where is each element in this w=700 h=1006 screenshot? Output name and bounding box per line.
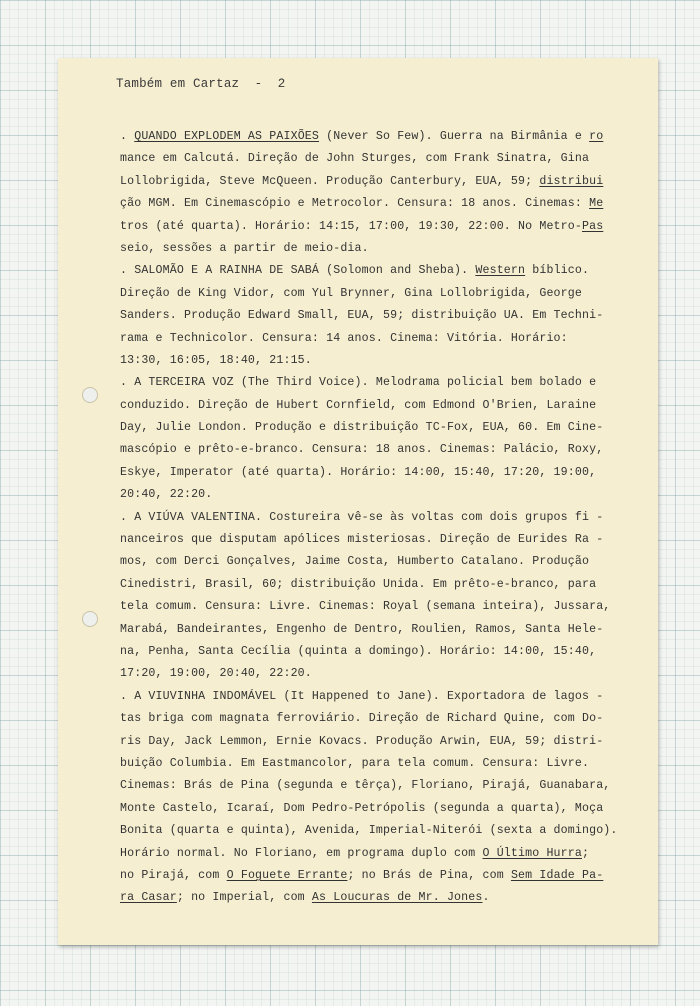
line-text: nanceiros que disputam apólices misteriosas. Direção de Eurides Ra -: [120, 533, 604, 547]
line-text: na, Penha, Santa Cecília (quinta a domingo). Horário: 14:00, 15:40,: [120, 644, 597, 658]
text-line: [120, 193, 640, 215]
line-text: . A VIUVINHA INDOMÁVEL (It Happened to Jane). Exportadora de lagos -: [120, 689, 604, 703]
underlined-text: O Foguete Errante: [226, 868, 348, 882]
text-line: [120, 686, 640, 708]
line-text: Bonita (quarta e quinta), Avenida, Imperial-Niterói (sexta a domingo).: [120, 824, 618, 838]
line-text: (Never So Few). Guerra na Birmânia e: [319, 130, 590, 143]
typed-text-body: [120, 126, 640, 910]
underlined-text: As Loucuras de Mr. Jones: [311, 891, 483, 905]
line-text: no Pirajá, com: [120, 868, 227, 882]
text-line: [120, 641, 640, 663]
line-text: Eskye, Imperator (até quarta). Horário: 14:00, 15:40, 17:20, 19:00,: [120, 465, 597, 479]
header-title: Também em Cartaz: [116, 77, 240, 91]
text-line: [120, 596, 640, 618]
text-line: [120, 507, 640, 529]
line-text: ; no Brás de Pina, com: [347, 868, 511, 882]
line-text: Lollobrigida, Steve McQueen. Produção Canterbury, EUA, 59;: [120, 174, 540, 188]
text-line: [120, 417, 640, 439]
line-text: seio, sessões a partir de meio-dia.: [120, 241, 369, 255]
line-text: . SALOMÃO E A RAINHA DE SABÁ (Solomon and Sheba).: [120, 264, 476, 278]
text-line: [120, 395, 640, 417]
text-line: [120, 529, 640, 551]
page-header: [116, 77, 285, 91]
text-line: [120, 731, 640, 753]
header-separator: -: [254, 77, 263, 91]
underlined-text: Western: [475, 264, 526, 278]
underlined-text: QUANDO EXPLODEM AS PAIXÕES: [134, 130, 320, 143]
text-line: [120, 171, 640, 193]
line-text: 17:20, 19:00, 20:40, 22:20.: [120, 667, 312, 681]
text-line: [120, 484, 640, 506]
line-text: mos, com Derci Gonçalves, Jaime Costa, Humberto Catalano. Produção: [120, 555, 590, 569]
line-text: Direção de King Vidor, com Yul Brynner, Gina Lollobrigida, George: [120, 286, 582, 300]
text-line: [120, 126, 640, 148]
line-text: .: [120, 130, 135, 143]
line-text: tas briga com magnata ferroviário. Direção de Richard Quine, com Do-: [120, 712, 604, 726]
text-line: [120, 887, 640, 909]
line-text: Monte Castelo, Icaraí, Dom Pedro-Petrópolis (segunda a quarta), Moça: [120, 801, 604, 815]
line-text: Marabá, Bandeirantes, Engenho de Dentro, Roulien, Ramos, Santa Hele-: [120, 622, 604, 636]
typed-page: [58, 58, 658, 945]
underlined-text: distribui: [539, 174, 604, 188]
line-text: ;: [582, 846, 590, 860]
text-line: [120, 260, 640, 282]
line-text: Cinedistri, Brasil, 60; distribuição Unida. Em prêto-e-branco, para: [120, 577, 597, 591]
line-text: bíblico.: [525, 264, 590, 278]
line-text: 13:30, 16:05, 18:40, 21:15.: [120, 353, 312, 367]
text-line: [120, 148, 640, 170]
text-line: [120, 820, 640, 842]
line-text: tela comum. Censura: Livre. Cinemas: Royal (semana inteira), Jussara,: [120, 600, 611, 614]
page-number: 2: [277, 77, 286, 91]
text-line: [120, 574, 640, 596]
line-text: . A VIÚVA VALENTINA. Costureira vê-se às voltas com dois grupos fi -: [120, 510, 604, 524]
line-text: Cinemas: Brás de Pina (segunda e têrça), Floriano, Pirajá, Guanabara,: [120, 779, 611, 793]
text-line: [120, 283, 640, 305]
line-text: .: [482, 891, 490, 905]
text-line: [120, 843, 640, 865]
line-text: ris Day, Jack Lemmon, Ernie Kovacs. Produção Arwin, EUA, 59; distri-: [120, 734, 604, 748]
text-line: [120, 216, 640, 238]
punch-hole: [82, 611, 98, 627]
underlined-text: Pas: [581, 219, 604, 233]
text-line: [120, 305, 640, 327]
line-text: mascópio e prêto-e-branco. Censura: 18 anos. Cinemas: Palácio, Roxy,: [120, 443, 604, 457]
line-text: buição Columbia. Em Eastmancolor, para tela comum. Censura: Livre.: [120, 756, 590, 770]
line-text: mance em Calcutá. Direção de John Sturges, com Frank Sinatra, Gina: [120, 152, 590, 166]
punch-hole: [82, 387, 98, 403]
text-line: [120, 238, 640, 260]
text-line: [120, 372, 640, 394]
text-line: [120, 798, 640, 820]
line-text: Horário normal. No Floriano, em programa duplo com: [120, 846, 483, 860]
line-text: ; no Imperial, com: [176, 891, 312, 905]
underlined-text: Me: [589, 197, 604, 211]
text-line: [120, 439, 640, 461]
text-line: [120, 328, 640, 350]
text-line: [120, 708, 640, 730]
line-text: rama e Technicolor. Censura: 14 anos. Cinema: Vitória. Horário:: [120, 331, 568, 345]
line-text: conduzido. Direção de Hubert Cornfield, com Edmond O'Brien, Laraine: [120, 398, 597, 412]
text-line: [120, 865, 640, 887]
line-text: Sanders. Produção Edward Small, EUA, 59; distribuição UA. Em Techni-: [120, 309, 604, 323]
text-line: [120, 753, 640, 775]
text-line: [120, 663, 640, 685]
line-text: . A TERCEIRA VOZ (The Third Voice). Melodrama policial bem bolado e: [120, 376, 597, 390]
underlined-text: ro: [589, 130, 604, 143]
text-line: [120, 619, 640, 641]
line-text: 20:40, 22:20.: [120, 488, 213, 502]
text-line: [120, 775, 640, 797]
line-text: ção MGM. Em Cinemascópio e Metrocolor. Censura: 18 anos. Cinemas:: [120, 197, 590, 211]
underlined-text: O Último Hurra: [482, 846, 582, 860]
text-line: [120, 551, 640, 573]
underlined-text: ra Casar: [120, 891, 177, 905]
line-text: Day, Julie London. Produção e distribuição TC-Fox, EUA, 60. Em Cine-: [120, 421, 604, 435]
underlined-text: Sem Idade Pa-: [510, 868, 604, 882]
line-text: tros (até quarta). Horário: 14:15, 17:00, 19:30, 22:00. No Metro-: [120, 219, 582, 233]
text-line: [120, 350, 640, 372]
text-line: [120, 462, 640, 484]
